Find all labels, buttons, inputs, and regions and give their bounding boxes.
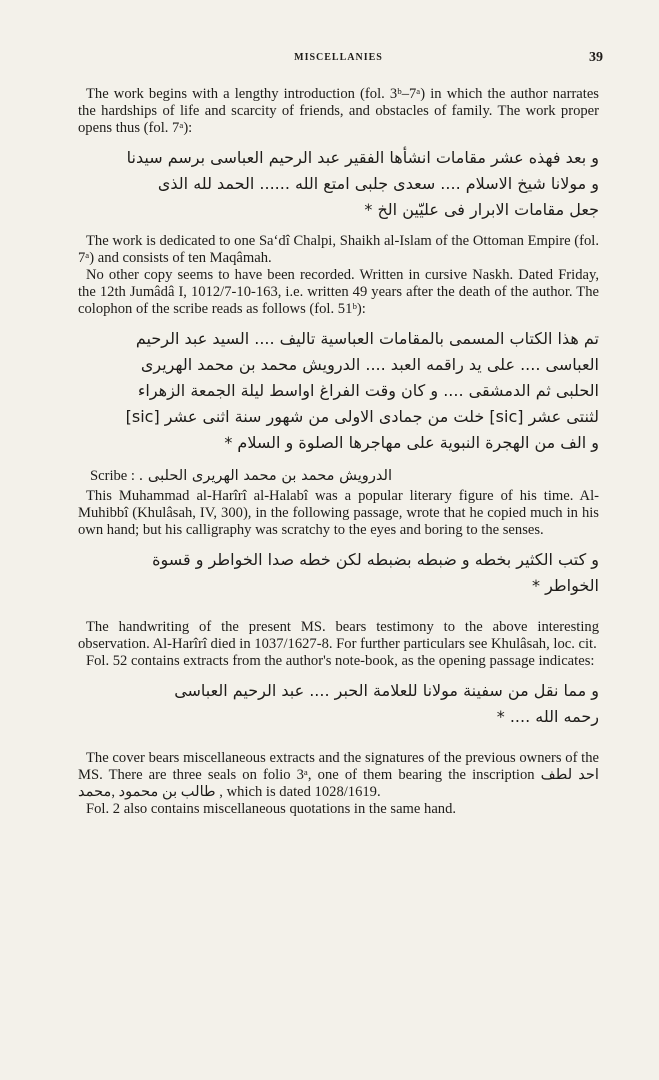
arabic-quote-opening (78, 145, 599, 223)
arabic-line: رحمه الله .... * (496, 707, 599, 726)
arabic-line: و الف من الهجرة النبوية على مهاجرها الصلوة و السلام * (224, 433, 599, 452)
arabic-line: و مولانا شيخ الاسلام .... سعدى جلبى امتع الله ...... الحمد لله الذى (157, 174, 599, 193)
page-header (78, 40, 603, 68)
arabic-line: تم هذا الكتاب المسمى بالمقامات العباسية تاليف .... السيد عبد الرحيم (135, 329, 599, 348)
paragraph-fol-52: Fol. 52 contains extracts from the author's note-book, as the opening passage indicates: (86, 653, 595, 669)
arabic-quote-colophon (78, 326, 599, 456)
running-head: MISCELLANIES (294, 52, 383, 63)
page-number: 39 (589, 50, 603, 65)
arabic-line: لثنتى عشر [sic] خلت من جمادى الاولى من شهور سنة اثنى عشر [sic] (125, 407, 599, 426)
arabic-line: و مما نقل من سفينة مولانا للعلامة الحبر .... عبد الرحيم العباسى (174, 681, 599, 700)
arabic-line: جعل مقامات الابرار فى عليّين الخ * (364, 200, 599, 219)
paragraph-handwriting: The handwriting of the present MS. bears testimony to the above interesting observation. Al-Harîrî died in 1037/1627-8. For further particulars see Khulâsah, loc. cit. (78, 619, 599, 652)
arabic-quote-muhibbi (78, 547, 599, 599)
arabic-line: و بعد فهذه عشر مقامات انشأها الفقير عبد الرحيم العباسى برسم سيدنا (126, 148, 599, 167)
scribe-line (90, 466, 599, 486)
paragraph-fol-2: Fol. 2 also contains miscellaneous quotations in the same hand. (86, 801, 457, 817)
arabic-line: العباسى .... على يد راقمه العبد .... الدرويش محمد بن محمد الهريرى (140, 355, 599, 374)
scribe-label: Scribe : (90, 468, 135, 484)
arabic-line: و كتب الكثير بخطه و ضبطه بضبطه لكن خطه صدا الخواطر و قسوة (152, 550, 599, 569)
arabic-line: الخواطر * (531, 576, 599, 595)
paragraph-copy-date: No other copy seems to have been recorded. Written in cursive Naskh. Dated Friday, the 12th Jumâdâ I, 1012/7-10-163, i.e. written 49 years after the death of the author. The colophon of the scribe reads as follows (fol. 51ᵇ): (78, 267, 599, 317)
paragraph-dedication: The work is dedicated to one Sa‘dî Chalpi, Shaikh al-Islam of the Ottoman Empire (fol. 7ᵃ) and consists of ten Maqâmah. (78, 233, 599, 266)
arabic-line: الحلبى ثم الدمشقى .... و كان وقت الفراغ اواسط ليلة الجمعة الزهراء (137, 381, 599, 400)
paragraph-introduction: The work begins with a lengthy introduction (fol. 3ᵇ–7ᵃ) in which the author narrates the hardships of life and scarcity of friends, and obstacles of family. The work proper opens thus (fol. 7ᵃ): (78, 86, 599, 136)
scribe-name-arabic: الدرويش محمد بن محمد الهريرى الحلبى . (138, 467, 393, 484)
paragraph-scribe-description: This Muhammad al-Harîrî al-Halabî was a popular literary figure of his time. Al-Muhibbî (Khulâsah, IV, 300), in the following passage, wrote that he copied much in his own hand; but his calligraphy was scratchy to the eyes and boring to the senses. (78, 488, 599, 538)
arabic-quote-notebook (78, 678, 599, 730)
paragraph-cover-seals: The cover bears miscellaneous extracts and the signatures of the previous owners of the MS. There are three seals on folio 3ᵃ, one of them bearing the inscription احد لطف طالب بن محمود ,محمد , which is dated 1028/1619. (78, 750, 599, 800)
